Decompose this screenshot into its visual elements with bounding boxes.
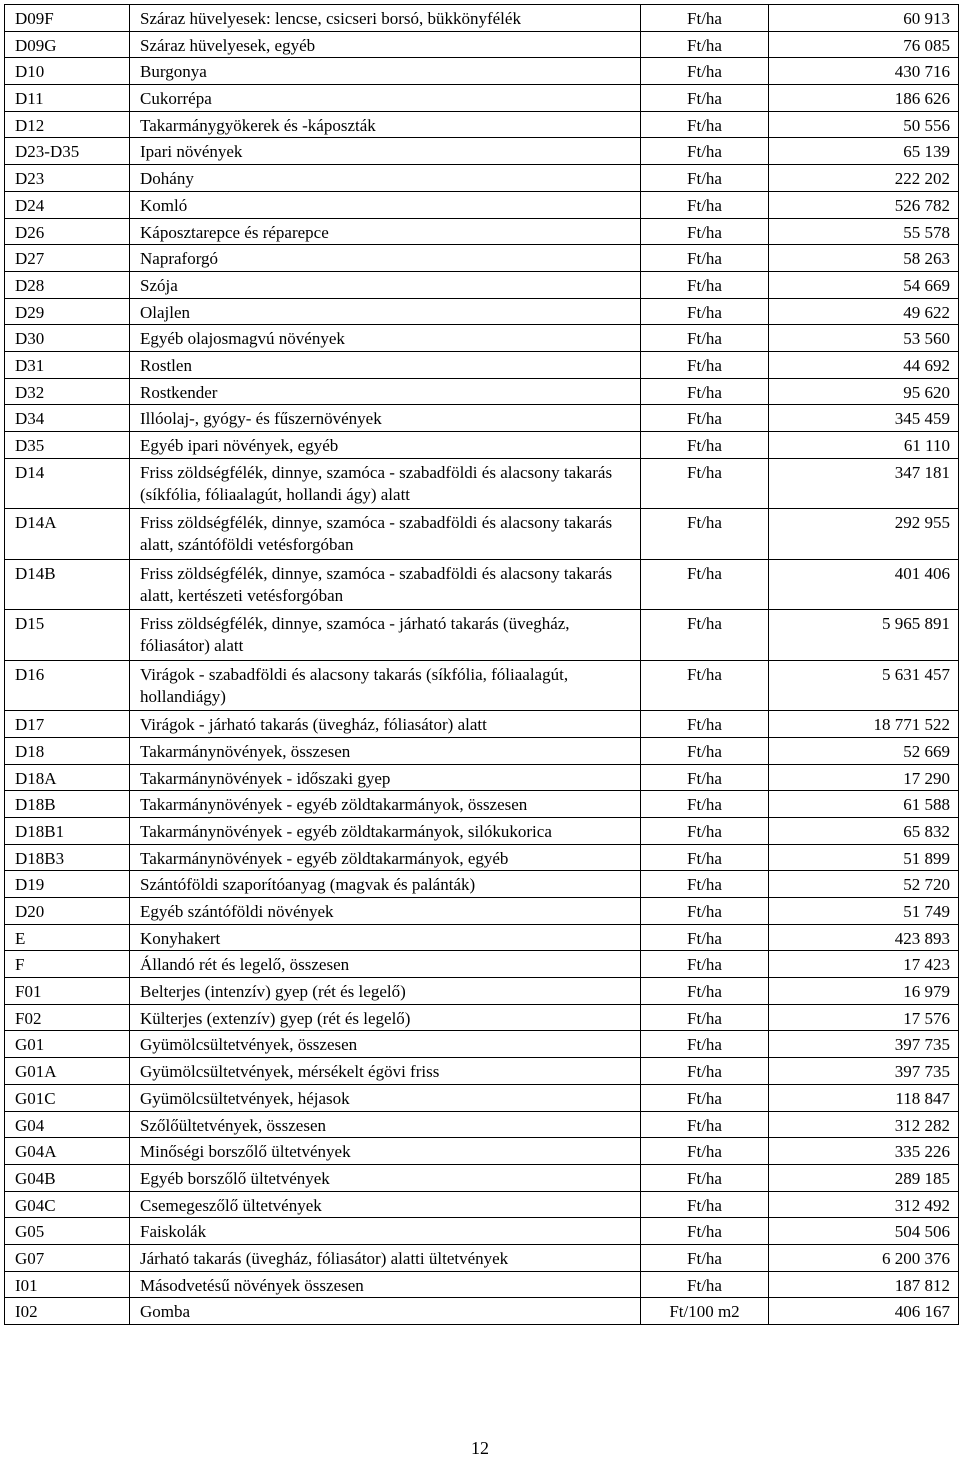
row-value: 61 110: [769, 432, 959, 459]
row-code: D32: [5, 378, 130, 405]
row-value: 186 626: [769, 85, 959, 112]
row-value: 65 832: [769, 817, 959, 844]
table-row: [5, 58, 959, 85]
table-row: [5, 1084, 959, 1111]
row-unit: Ft/ha: [641, 1031, 769, 1058]
row-value: 118 847: [769, 1084, 959, 1111]
table-row: [5, 871, 959, 898]
table-row: [5, 271, 959, 298]
row-name: Állandó rét és legelő, összesen: [130, 951, 641, 978]
row-name: Járható takarás (üvegház, fóliasátor) alatti ültetvények: [130, 1244, 641, 1271]
row-name: Minőségi borszőlő ültetvények: [130, 1138, 641, 1165]
row-name: Illóolaj-, gyógy- és fűszernövények: [130, 405, 641, 432]
row-name: Friss zöldségfélék, dinnye, szamóca - járható takarás (üvegház, fóliasátor) alatt: [130, 610, 641, 661]
row-code: D24: [5, 191, 130, 218]
row-code: D18B: [5, 791, 130, 818]
table-row: [5, 791, 959, 818]
row-unit: Ft/ha: [641, 1244, 769, 1271]
row-unit: Ft/ha: [641, 1004, 769, 1031]
row-name: Takarmánynövények - időszaki gyep: [130, 764, 641, 791]
row-name: Burgonya: [130, 58, 641, 85]
row-value: 5 631 457: [769, 660, 959, 711]
row-name: Másodvetésű növények összesen: [130, 1271, 641, 1298]
row-code: G05: [5, 1218, 130, 1245]
row-code: D26: [5, 218, 130, 245]
table-row: [5, 924, 959, 951]
row-code: D09G: [5, 31, 130, 58]
row-code: D18B1: [5, 817, 130, 844]
row-name: Gyümölcsültetvények, héjasok: [130, 1084, 641, 1111]
row-code: I02: [5, 1298, 130, 1325]
row-name: Szántóföldi szaporítóanyag (magvak és palánták): [130, 871, 641, 898]
row-code: D18B3: [5, 844, 130, 871]
row-value: 406 167: [769, 1298, 959, 1325]
row-code: G04B: [5, 1164, 130, 1191]
table-row: [5, 711, 959, 738]
row-name: Egyéb olajosmagvú növények: [130, 325, 641, 352]
row-value: 222 202: [769, 165, 959, 192]
row-unit: Ft/ha: [641, 1058, 769, 1085]
row-code: G07: [5, 1244, 130, 1271]
row-value: 6 200 376: [769, 1244, 959, 1271]
row-unit: Ft/ha: [641, 218, 769, 245]
row-name: Olajlen: [130, 298, 641, 325]
row-value: 51 899: [769, 844, 959, 871]
row-name: Egyéb szántóföldi növények: [130, 898, 641, 925]
row-unit: Ft/ha: [641, 5, 769, 32]
row-unit: Ft/ha: [641, 1164, 769, 1191]
row-code: D29: [5, 298, 130, 325]
row-name: Gyümölcsültetvények, mérsékelt égövi friss: [130, 1058, 641, 1085]
row-code: D28: [5, 271, 130, 298]
row-value: 95 620: [769, 378, 959, 405]
row-name: Faiskolák: [130, 1218, 641, 1245]
table-row: [5, 898, 959, 925]
row-unit: Ft/ha: [641, 711, 769, 738]
table-row: [5, 509, 959, 560]
row-value: 289 185: [769, 1164, 959, 1191]
row-name: Dohány: [130, 165, 641, 192]
row-unit: Ft/ha: [641, 610, 769, 661]
row-value: 16 979: [769, 978, 959, 1005]
row-code: G04: [5, 1111, 130, 1138]
table-row: [5, 978, 959, 1005]
row-value: 65 139: [769, 138, 959, 165]
row-value: 312 492: [769, 1191, 959, 1218]
row-code: D09F: [5, 5, 130, 32]
row-unit: Ft/ha: [641, 1111, 769, 1138]
row-name: Takarmánynövények - egyéb zöldtakarmányok, összesen: [130, 791, 641, 818]
row-unit: Ft/ha: [641, 1138, 769, 1165]
row-unit: Ft/ha: [641, 405, 769, 432]
table-row: [5, 1031, 959, 1058]
table-row: [5, 218, 959, 245]
row-code: G01: [5, 1031, 130, 1058]
table-row: [5, 1244, 959, 1271]
table-row: [5, 559, 959, 610]
row-code: D23-D35: [5, 138, 130, 165]
row-code: G04A: [5, 1138, 130, 1165]
row-value: 51 749: [769, 898, 959, 925]
row-code: D11: [5, 85, 130, 112]
row-value: 49 622: [769, 298, 959, 325]
row-unit: Ft/100 m2: [641, 1298, 769, 1325]
row-code: G01C: [5, 1084, 130, 1111]
row-code: D10: [5, 58, 130, 85]
row-value: 52 669: [769, 737, 959, 764]
row-unit: Ft/ha: [641, 844, 769, 871]
table-row: [5, 1271, 959, 1298]
table-row: [5, 165, 959, 192]
table-row: [5, 138, 959, 165]
row-value: 430 716: [769, 58, 959, 85]
row-name: Egyéb borszőlő ültetvények: [130, 1164, 641, 1191]
row-unit: Ft/ha: [641, 764, 769, 791]
row-name: Száraz hüvelyesek: lencse, csicseri borsó, bükkönyfélék: [130, 5, 641, 32]
table-row: [5, 432, 959, 459]
row-code: D30: [5, 325, 130, 352]
page-number: 12: [471, 1438, 489, 1458]
table-row: [5, 5, 959, 32]
row-code: D15: [5, 610, 130, 661]
crop-value-table: [4, 4, 959, 1325]
row-value: 5 965 891: [769, 610, 959, 661]
row-code: D27: [5, 245, 130, 272]
row-unit: Ft/ha: [641, 458, 769, 509]
row-name: Egyéb ipari növények, egyéb: [130, 432, 641, 459]
row-code: D18: [5, 737, 130, 764]
table-row: [5, 325, 959, 352]
row-name: Komló: [130, 191, 641, 218]
row-name: Takarmánynövények, összesen: [130, 737, 641, 764]
row-value: 17 576: [769, 1004, 959, 1031]
row-name: Káposztarepce és réparepce: [130, 218, 641, 245]
row-value: 401 406: [769, 559, 959, 610]
table-row: [5, 610, 959, 661]
table-row: [5, 1298, 959, 1325]
row-name: Friss zöldségfélék, dinnye, szamóca - szabadföldi és alacsony takarás (síkfólia, fóliaalagút, hollandi ágy) alatt: [130, 458, 641, 509]
row-name: Szőlőültetvények, összesen: [130, 1111, 641, 1138]
row-code: G04C: [5, 1191, 130, 1218]
row-unit: Ft/ha: [641, 245, 769, 272]
table-row: [5, 31, 959, 58]
row-unit: Ft/ha: [641, 378, 769, 405]
row-value: 17 423: [769, 951, 959, 978]
row-unit: Ft/ha: [641, 432, 769, 459]
row-name: Napraforgó: [130, 245, 641, 272]
table-row: [5, 191, 959, 218]
row-code: D14B: [5, 559, 130, 610]
row-code: D12: [5, 111, 130, 138]
table-row: [5, 1218, 959, 1245]
row-name: Takarmánynövények - egyéb zöldtakarmányok, egyéb: [130, 844, 641, 871]
table-row: [5, 1111, 959, 1138]
row-value: 55 578: [769, 218, 959, 245]
row-unit: Ft/ha: [641, 31, 769, 58]
row-name: Takarmánynövények - egyéb zöldtakarmányok, silókukorica: [130, 817, 641, 844]
row-value: 292 955: [769, 509, 959, 560]
row-name: Gyümölcsültetvények, összesen: [130, 1031, 641, 1058]
row-code: F01: [5, 978, 130, 1005]
table-row: [5, 737, 959, 764]
row-code: D17: [5, 711, 130, 738]
row-unit: Ft/ha: [641, 924, 769, 951]
row-code: D23: [5, 165, 130, 192]
row-value: 61 588: [769, 791, 959, 818]
row-unit: Ft/ha: [641, 660, 769, 711]
table-row: [5, 951, 959, 978]
row-unit: Ft/ha: [641, 298, 769, 325]
row-unit: Ft/ha: [641, 165, 769, 192]
row-unit: Ft/ha: [641, 111, 769, 138]
row-name: Csemegeszőlő ültetvények: [130, 1191, 641, 1218]
row-value: 44 692: [769, 351, 959, 378]
row-code: D31: [5, 351, 130, 378]
row-value: 423 893: [769, 924, 959, 951]
row-code: I01: [5, 1271, 130, 1298]
row-value: 504 506: [769, 1218, 959, 1245]
row-code: G01A: [5, 1058, 130, 1085]
row-unit: Ft/ha: [641, 559, 769, 610]
row-value: 397 735: [769, 1031, 959, 1058]
row-code: E: [5, 924, 130, 951]
row-code: D16: [5, 660, 130, 711]
row-unit: Ft/ha: [641, 1084, 769, 1111]
row-code: D14: [5, 458, 130, 509]
row-unit: Ft/ha: [641, 898, 769, 925]
table-row: [5, 111, 959, 138]
table-row: [5, 764, 959, 791]
row-value: 53 560: [769, 325, 959, 352]
row-name: Száraz hüvelyesek, egyéb: [130, 31, 641, 58]
row-name: Ipari növények: [130, 138, 641, 165]
table-row: [5, 1191, 959, 1218]
row-unit: Ft/ha: [641, 509, 769, 560]
row-name: Virágok - szabadföldi és alacsony takarás (síkfólia, fóliaalagút, hollandiágy): [130, 660, 641, 711]
table-row: [5, 1058, 959, 1085]
row-unit: Ft/ha: [641, 138, 769, 165]
row-name: Friss zöldségfélék, dinnye, szamóca - szabadföldi és alacsony takarás alatt, kertészeti vetésforgóban: [130, 559, 641, 610]
row-name: Friss zöldségfélék, dinnye, szamóca - szabadföldi és alacsony takarás alatt, szántóföldi vetésforgóban: [130, 509, 641, 560]
row-value: 60 913: [769, 5, 959, 32]
row-value: 312 282: [769, 1111, 959, 1138]
table-row: [5, 378, 959, 405]
row-unit: Ft/ha: [641, 1271, 769, 1298]
row-name: Rostkender: [130, 378, 641, 405]
row-unit: Ft/ha: [641, 737, 769, 764]
row-code: D34: [5, 405, 130, 432]
row-code: D14A: [5, 509, 130, 560]
table-body: [5, 5, 959, 1325]
row-code: D35: [5, 432, 130, 459]
row-code: D19: [5, 871, 130, 898]
row-name: Gomba: [130, 1298, 641, 1325]
row-unit: Ft/ha: [641, 1218, 769, 1245]
row-value: 335 226: [769, 1138, 959, 1165]
row-name: Virágok - járható takarás (üvegház, fóliasátor) alatt: [130, 711, 641, 738]
row-unit: Ft/ha: [641, 1191, 769, 1218]
row-value: 18 771 522: [769, 711, 959, 738]
row-unit: Ft/ha: [641, 325, 769, 352]
table-row: [5, 298, 959, 325]
row-unit: Ft/ha: [641, 351, 769, 378]
row-unit: Ft/ha: [641, 85, 769, 112]
row-unit: Ft/ha: [641, 871, 769, 898]
row-value: 54 669: [769, 271, 959, 298]
row-name: Szója: [130, 271, 641, 298]
row-unit: Ft/ha: [641, 191, 769, 218]
row-value: 345 459: [769, 405, 959, 432]
row-name: Belterjes (intenzív) gyep (rét és legelő): [130, 978, 641, 1005]
table-row: [5, 458, 959, 509]
row-name: Rostlen: [130, 351, 641, 378]
row-code: D20: [5, 898, 130, 925]
row-unit: Ft/ha: [641, 271, 769, 298]
row-name: Konyhakert: [130, 924, 641, 951]
table-row: [5, 405, 959, 432]
table-row: [5, 660, 959, 711]
table-row: [5, 1138, 959, 1165]
table-row: [5, 844, 959, 871]
row-value: 76 085: [769, 31, 959, 58]
row-unit: Ft/ha: [641, 951, 769, 978]
row-name: Cukorrépa: [130, 85, 641, 112]
row-value: 58 263: [769, 245, 959, 272]
row-value: 50 556: [769, 111, 959, 138]
table-row: [5, 1164, 959, 1191]
row-unit: Ft/ha: [641, 978, 769, 1005]
row-code: F02: [5, 1004, 130, 1031]
row-unit: Ft/ha: [641, 58, 769, 85]
row-code: F: [5, 951, 130, 978]
row-value: 52 720: [769, 871, 959, 898]
row-value: 526 782: [769, 191, 959, 218]
row-value: 397 735: [769, 1058, 959, 1085]
table-row: [5, 85, 959, 112]
row-name: Külterjes (extenzív) gyep (rét és legelő): [130, 1004, 641, 1031]
row-value: 17 290: [769, 764, 959, 791]
table-row: [5, 245, 959, 272]
table-row: [5, 1004, 959, 1031]
row-value: 187 812: [769, 1271, 959, 1298]
row-unit: Ft/ha: [641, 791, 769, 818]
row-code: D18A: [5, 764, 130, 791]
row-name: Takarmánygyökerek és -káposzták: [130, 111, 641, 138]
row-value: 347 181: [769, 458, 959, 509]
table-row: [5, 817, 959, 844]
table-row: [5, 351, 959, 378]
row-unit: Ft/ha: [641, 817, 769, 844]
